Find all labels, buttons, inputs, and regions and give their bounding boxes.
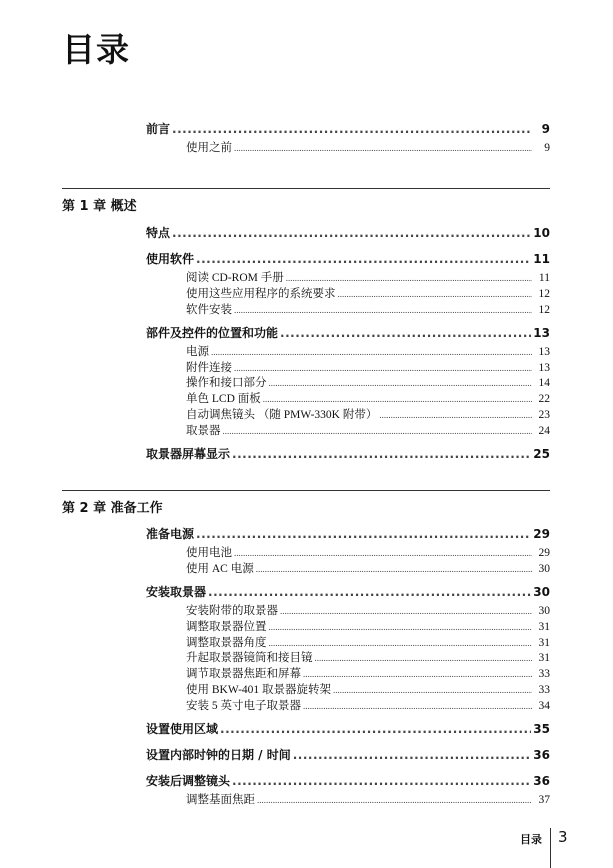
toc-chapter-2	[146, 525, 550, 814]
toc-entry-title: 升起取景器镜筒和接目镜	[186, 652, 313, 665]
toc-section	[146, 746, 550, 765]
footer-divider	[550, 828, 551, 868]
toc-section	[146, 583, 550, 713]
toc-subentry[interactable]	[146, 269, 550, 285]
toc-page-number: 13	[538, 345, 550, 358]
toc-page-number: 31	[538, 620, 550, 633]
toc-page-number: 9	[541, 122, 550, 136]
dot-leader	[232, 774, 531, 788]
toc-entry[interactable]	[146, 720, 550, 739]
toc-entry[interactable]	[146, 250, 550, 269]
toc-subentry[interactable]	[146, 422, 550, 438]
chapter-divider	[62, 490, 550, 491]
toc-entry-title: 软件安装	[186, 303, 232, 316]
toc-subentry[interactable]	[146, 301, 550, 317]
dot-leader	[172, 122, 532, 136]
toc-page-number: 12	[538, 287, 550, 300]
dot-leader	[263, 393, 532, 405]
toc-subentry[interactable]	[146, 544, 550, 560]
toc-entry-title: 安装 5 英寸电子取景器	[186, 700, 301, 713]
toc-section	[146, 720, 550, 739]
toc-page-number: 35	[533, 722, 550, 737]
toc-subentry[interactable]	[146, 618, 550, 634]
toc-entry-title: 自动调焦镜头 （随 PMW-330K 附带）	[186, 409, 378, 422]
dot-leader	[269, 637, 533, 649]
dot-leader	[196, 527, 531, 541]
toc-subentry[interactable]	[146, 139, 550, 155]
toc-section	[146, 772, 550, 807]
toc-entry-title: 安装后调整镜头	[146, 774, 231, 789]
dot-leader	[256, 563, 532, 575]
toc-entry-title: 操作和接口部分	[186, 377, 267, 390]
toc-entry-title: 阅读 CD-ROM 手册	[186, 272, 284, 284]
toc-subentry[interactable]	[146, 791, 550, 807]
toc-entry-title: 电源	[186, 345, 209, 358]
toc-entry-title: 附件连接	[186, 361, 232, 374]
toc-entry-title: 调整取景器位置	[186, 620, 267, 633]
toc-entry-title: 使用 BKW-401 取景器旋转架	[186, 684, 332, 697]
dot-leader	[234, 304, 532, 316]
dot-leader	[269, 377, 533, 389]
toc-entry-title: 准备电源	[146, 527, 195, 541]
chapter-2-header	[62, 490, 550, 516]
toc-entry-title: 前言	[146, 122, 171, 136]
page-number: 3	[558, 828, 568, 846]
toc-subentry[interactable]	[146, 390, 550, 406]
dot-leader	[172, 226, 531, 240]
toc-section	[146, 120, 550, 155]
toc-entry[interactable]	[146, 324, 550, 343]
toc-page-number: 31	[538, 636, 550, 649]
toc-entry[interactable]	[146, 224, 550, 243]
dot-leader	[234, 142, 532, 154]
dot-leader	[293, 748, 532, 762]
dot-leader	[315, 652, 533, 664]
toc-page-number: 13	[533, 325, 550, 340]
toc-subentry[interactable]	[146, 406, 550, 422]
toc-entry-title: 单色 LCD 面板	[186, 393, 261, 406]
toc-subentry[interactable]	[146, 374, 550, 390]
toc-page-number: 37	[538, 794, 550, 807]
chapter-heading: 第 2 章 准备工作	[62, 501, 163, 516]
dot-leader	[234, 547, 532, 559]
toc-section	[146, 224, 550, 243]
toc-entry-title: 取景器屏幕显示	[146, 447, 231, 462]
toc-page-number: 30	[533, 584, 550, 599]
toc-subentry[interactable]	[146, 560, 550, 576]
dot-leader	[211, 346, 532, 358]
toc-entry[interactable]	[146, 583, 550, 602]
toc-page-number: 33	[538, 684, 550, 697]
dot-leader	[286, 272, 532, 284]
dot-leader	[303, 700, 532, 712]
toc-entry-title: 部件及控件的位置和功能	[146, 325, 279, 340]
toc-entry[interactable]	[146, 525, 550, 544]
toc-subentry[interactable]	[146, 343, 550, 359]
dot-leader	[269, 621, 533, 633]
footer-section-label: 目录	[520, 833, 542, 846]
toc-chapter-1	[146, 224, 550, 471]
toc-subentry[interactable]	[146, 697, 550, 713]
toc-entry-title: 使用这些应用程序的系统要求	[186, 287, 336, 300]
toc-preface	[146, 120, 550, 162]
dot-leader	[280, 605, 532, 617]
toc-section	[146, 324, 550, 438]
toc-page-number: 13	[538, 361, 550, 374]
toc-entry-title: 设置内部时钟的日期 / 时间	[146, 748, 291, 763]
toc-entry-title: 调节取景器焦距和屏幕	[186, 668, 301, 681]
page-footer	[0, 828, 613, 868]
toc-page-number: 25	[533, 447, 550, 462]
toc-entry[interactable]	[146, 772, 550, 791]
toc-page-number: 11	[538, 272, 550, 284]
toc-page-number: 30	[538, 562, 550, 575]
toc-subentry[interactable]	[146, 634, 550, 650]
toc-section	[146, 525, 550, 576]
toc-page-number: 29	[533, 527, 550, 541]
dot-leader	[338, 288, 533, 300]
toc-page-number: 36	[533, 774, 550, 789]
toc-entry-title: 使用 AC 电源	[186, 562, 254, 575]
dot-leader	[280, 326, 531, 340]
dot-leader	[232, 447, 531, 461]
toc-entry-title: 特点	[146, 226, 171, 240]
toc-subentry[interactable]	[146, 602, 550, 618]
chapter-divider	[62, 188, 550, 189]
dot-leader	[196, 252, 531, 266]
toc-page-number: 30	[538, 604, 550, 617]
toc-subentry[interactable]	[146, 665, 550, 681]
toc-entry-title: 安装附带的取景器	[186, 604, 278, 617]
toc-page-number: 36	[533, 748, 550, 763]
toc-subentry[interactable]	[146, 359, 550, 375]
toc-page-number: 31	[538, 652, 550, 665]
toc-subentry[interactable]	[146, 649, 550, 665]
dot-leader	[333, 684, 532, 696]
toc-page-number: 34	[538, 700, 550, 713]
dot-leader	[257, 794, 532, 806]
toc-page-number: 33	[538, 668, 550, 681]
dot-leader	[223, 425, 533, 437]
toc-page-number: 29	[538, 547, 550, 559]
toc-entry-title: 使用软件	[146, 252, 195, 266]
toc-page-number: 14	[538, 377, 550, 390]
dot-leader	[379, 409, 532, 421]
toc-entry[interactable]	[146, 445, 550, 464]
toc-subentry[interactable]	[146, 681, 550, 697]
chapter-1-header	[62, 188, 550, 214]
dot-leader	[220, 722, 531, 736]
toc-page-number: 11	[533, 252, 550, 266]
toc-entry-title: 取景器	[186, 425, 221, 438]
toc-entry-title: 使用电池	[186, 547, 232, 559]
toc-subentry[interactable]	[146, 285, 550, 301]
toc-page-number: 22	[538, 393, 550, 406]
dot-leader	[234, 362, 532, 374]
page-title: 目录	[62, 30, 130, 69]
toc-entry-title: 安装取景器	[146, 584, 207, 599]
toc-entry[interactable]	[146, 120, 550, 139]
toc-entry-title: 使用之前	[186, 142, 232, 154]
toc-entry-title: 设置使用区域	[146, 722, 219, 737]
toc-entry-title: 调整取景器角度	[186, 636, 267, 649]
toc-page-number: 23	[538, 409, 550, 422]
toc-page-number: 10	[533, 226, 550, 240]
toc-section	[146, 445, 550, 464]
toc-entry[interactable]	[146, 746, 550, 765]
toc-entry-title: 调整基面焦距	[186, 794, 255, 807]
toc-page-number: 9	[544, 142, 550, 154]
toc-page-number: 24	[538, 425, 550, 438]
toc-page-number: 12	[538, 303, 550, 316]
chapter-heading: 第 1 章 概述	[62, 199, 137, 214]
dot-leader	[208, 585, 531, 599]
toc-section	[146, 250, 550, 317]
dot-leader	[303, 668, 532, 680]
